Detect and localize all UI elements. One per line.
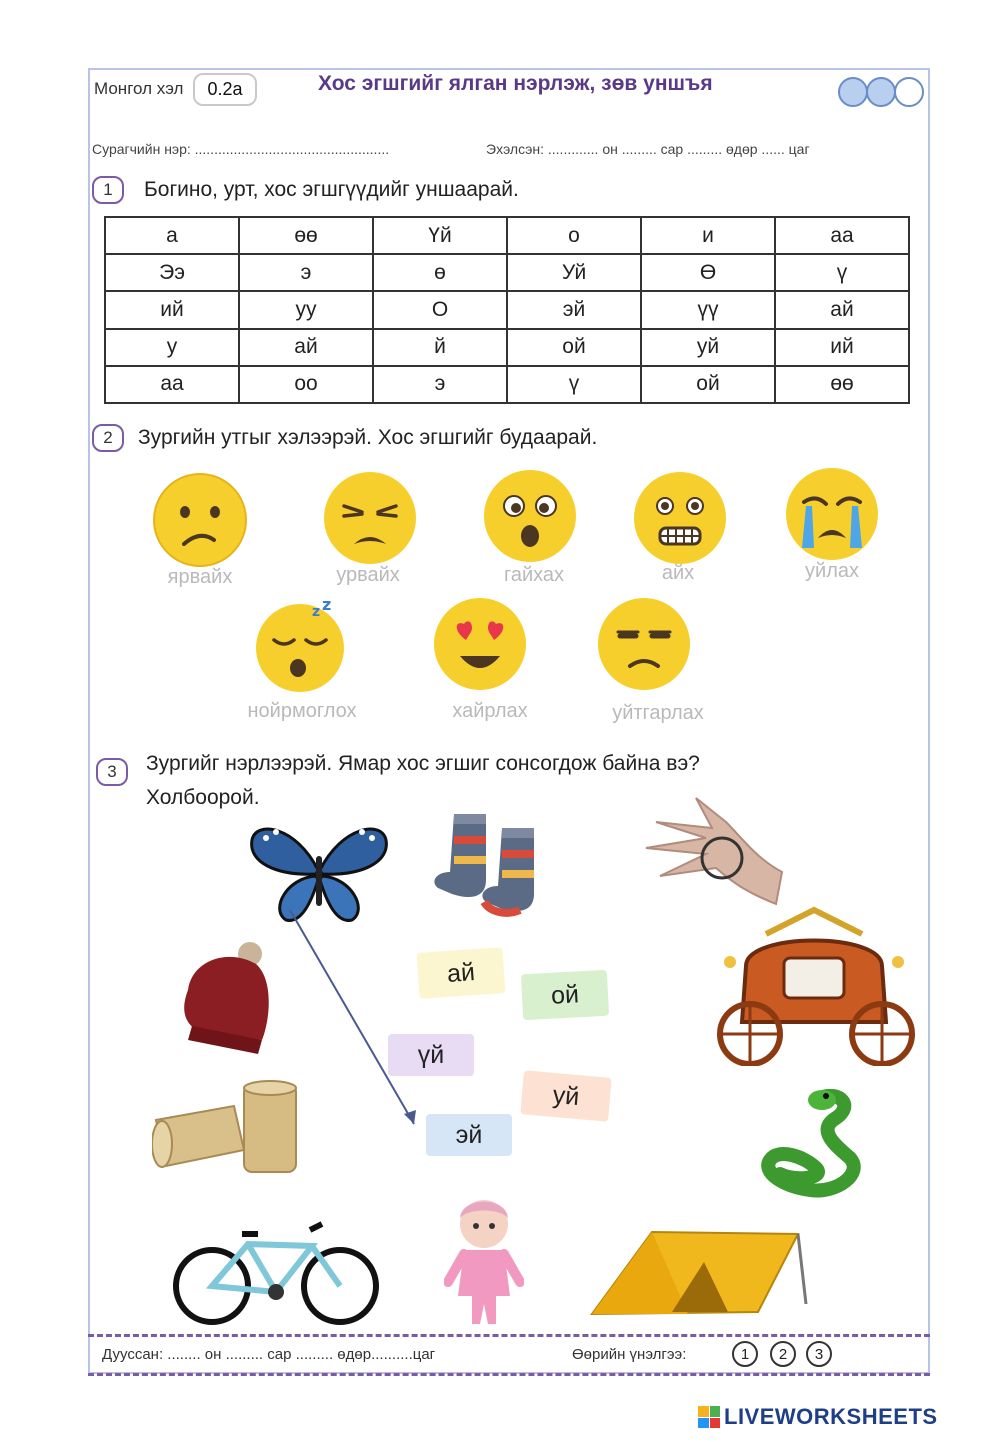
table-cell: Ээ <box>105 254 239 291</box>
table-cell: үү <box>641 291 775 328</box>
connection-arrow <box>280 900 430 1140</box>
table-row <box>105 254 909 291</box>
table-row <box>105 217 909 254</box>
table-row <box>105 329 909 366</box>
finished-date-field[interactable]: Дууссан: ........ он ......... сар ......... өдөр..........цаг <box>102 1346 436 1363</box>
table-cell: уу <box>239 291 373 328</box>
table-cell: а <box>105 217 239 254</box>
snake-icon[interactable] <box>756 1086 864 1200</box>
table-cell: Уй <box>507 254 641 291</box>
task2-instruction: Зургийн утгыг хэлээрэй. Хос эгшгийг будаарай. <box>138 426 598 449</box>
table-cell: ө <box>373 254 507 291</box>
svg-text:z: z <box>322 598 332 614</box>
table-cell: э <box>373 366 507 403</box>
task1-number: 1 <box>92 176 124 204</box>
self-eval-level-2[interactable]: 2 <box>770 1341 796 1367</box>
table-cell: э <box>239 254 373 291</box>
carriage-icon[interactable] <box>706 906 922 1066</box>
emoji-label: айх <box>661 562 695 584</box>
table-cell: ой <box>507 329 641 366</box>
table-cell: ой <box>641 366 775 403</box>
table-cell: ий <box>105 291 239 328</box>
knit-hat-icon[interactable] <box>178 940 274 1056</box>
brand-text: LIVEWORKSHEETS <box>724 1404 938 1429</box>
liveworksheets-brand <box>698 1404 938 1430</box>
self-eval-label: Өөрийн үнэлгээ: <box>572 1346 687 1363</box>
subject-label: Монгол хэл <box>94 79 184 98</box>
emoji-label: урвайх <box>336 564 400 586</box>
table-cell: ий <box>775 329 909 366</box>
emoji-label: нойрмоглох <box>247 700 357 722</box>
emoji-label: хайрлах <box>452 700 528 722</box>
table-cell: уй <box>641 329 775 366</box>
table-cell: ү <box>507 366 641 403</box>
unamused-face-icon <box>596 596 692 692</box>
astonished-face-icon <box>482 468 578 564</box>
emoji-label: уйтгарлах <box>612 702 704 724</box>
grimacing-face-icon <box>632 470 728 566</box>
bicycle-icon[interactable] <box>172 1216 380 1326</box>
self-eval-level-3[interactable]: 3 <box>806 1341 832 1367</box>
socks-icon[interactable] <box>430 810 558 922</box>
hand-icon[interactable] <box>636 792 786 908</box>
table-cell: ү <box>775 254 909 291</box>
table-cell: аа <box>105 366 239 403</box>
progress-dot-icon <box>838 77 868 107</box>
vowel-table <box>104 216 910 404</box>
table-cell: и <box>641 217 775 254</box>
table-cell: өө <box>239 217 373 254</box>
crying-face-icon <box>784 466 880 562</box>
tent-icon[interactable] <box>588 1222 810 1322</box>
cork-icon[interactable] <box>152 1080 300 1176</box>
vowel-chip-ei[interactable]: эй <box>426 1114 512 1156</box>
emoji-label: гайхах <box>503 564 565 586</box>
progress-dots <box>838 77 928 105</box>
table-cell: аа <box>775 217 909 254</box>
task3-number: 3 <box>96 758 128 786</box>
progress-dot-icon <box>866 77 896 107</box>
vowel-chip-ui-long[interactable]: үй <box>388 1034 474 1076</box>
doll-icon[interactable] <box>444 1196 524 1326</box>
lesson-code: 0.2а <box>193 73 256 106</box>
vowel-chip-ui[interactable]: уй <box>520 1070 612 1122</box>
task3-instruction: Зургийг нэрлээрэй. Ямар хос эгшиг сонсогдож байна вэ? <box>146 752 700 775</box>
table-cell: Ө <box>641 254 775 291</box>
table-cell: О <box>373 291 507 328</box>
task1-instruction: Богино, урт, хос эгшгүүдийг уншаарай. <box>144 178 519 201</box>
self-eval-level-1[interactable]: 1 <box>732 1341 758 1367</box>
emoji-label: уйлах <box>805 560 859 582</box>
frowning-face-icon <box>152 472 248 568</box>
progress-dot-icon <box>894 77 924 107</box>
sleeping-face-icon <box>252 598 348 694</box>
table-cell: эй <box>507 291 641 328</box>
pouting-face-icon <box>322 470 418 566</box>
table-cell: Үй <box>373 217 507 254</box>
student-name-field[interactable]: Сурагчийн нэр: .................................................. <box>92 141 390 157</box>
start-date-field[interactable]: Эхэлсэн: ............. он ......... сар ......... өдөр ...... цаг <box>486 141 810 157</box>
table-cell: ай <box>239 329 373 366</box>
worksheet-title: Хос эгшгийг ялган нэрлэж, зөв уншъя <box>318 72 713 95</box>
table-row <box>105 291 909 328</box>
table-cell: й <box>373 329 507 366</box>
vowel-chip-ai[interactable]: ай <box>417 947 506 999</box>
table-row <box>105 366 909 403</box>
emoji-label: ярвайх <box>167 566 233 588</box>
heart-eyes-face-icon <box>432 596 528 692</box>
table-cell: ай <box>775 291 909 328</box>
table-cell: өө <box>775 366 909 403</box>
task3-instruction-line2: Холбоорой. <box>146 786 260 809</box>
table-cell: о <box>507 217 641 254</box>
vowel-chip-oi[interactable]: ой <box>521 970 609 1020</box>
table-cell: у <box>105 329 239 366</box>
task2-number: 2 <box>92 424 124 452</box>
liveworksheets-logo-icon <box>698 1406 720 1428</box>
svg-text:z: z <box>312 604 321 620</box>
table-cell: оо <box>239 366 373 403</box>
subject-header <box>94 72 294 106</box>
